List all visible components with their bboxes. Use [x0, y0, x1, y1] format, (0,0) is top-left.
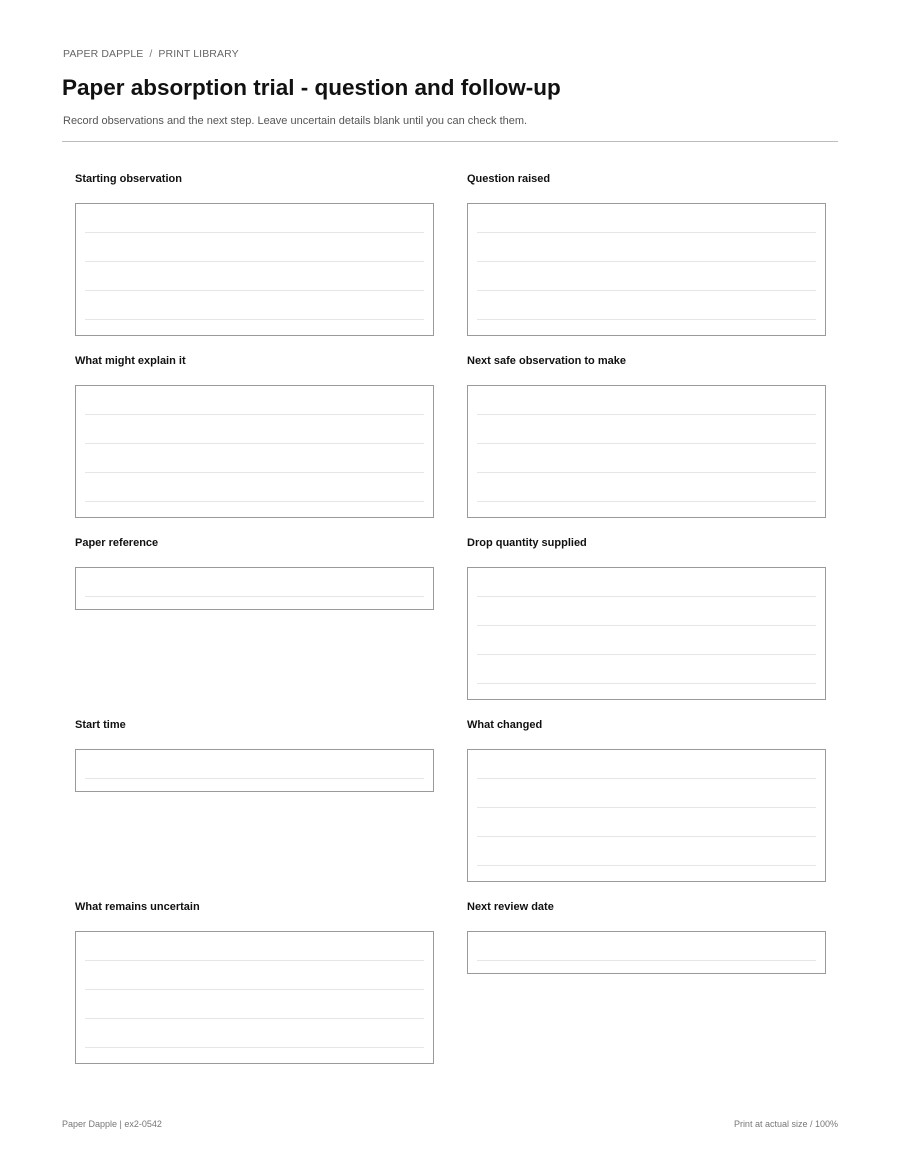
drop-quantity-input[interactable]	[467, 567, 826, 700]
header-divider	[62, 141, 838, 142]
breadcrumb	[63, 48, 239, 60]
writing-line	[477, 261, 816, 262]
writing-line	[477, 836, 816, 837]
writing-line	[85, 960, 424, 961]
field-label: Drop quantity supplied	[467, 537, 587, 549]
footer-document-id: Paper Dapple | ex2-0542	[62, 1119, 162, 1129]
field-label: Next review date	[467, 901, 554, 913]
field-label: Start time	[75, 719, 126, 731]
field-label: What remains uncertain	[75, 901, 200, 913]
breadcrumb-site[interactable]: PAPER DAPPLE	[63, 48, 144, 60]
writing-line	[477, 778, 816, 779]
field-label: What might explain it	[75, 355, 186, 367]
writing-line	[85, 778, 424, 779]
writing-line	[85, 1047, 424, 1048]
writing-line	[85, 414, 424, 415]
start-time-input[interactable]	[75, 749, 434, 792]
writing-line	[85, 472, 424, 473]
writing-line	[477, 960, 816, 961]
question-raised-input[interactable]	[467, 203, 826, 336]
breadcrumb-separator: /	[149, 48, 153, 60]
footer-print-note: Print at actual size / 100%	[733, 1119, 838, 1129]
writing-line	[477, 654, 816, 655]
breadcrumb-section[interactable]: PRINT LIBRARY	[158, 48, 239, 60]
starting-observation-input[interactable]	[75, 203, 434, 336]
writing-line	[85, 290, 424, 291]
writing-line	[85, 989, 424, 990]
writing-line	[477, 625, 816, 626]
what-might-explain-input[interactable]	[75, 385, 434, 518]
writing-line	[477, 472, 816, 473]
writing-line	[477, 501, 816, 502]
writing-line	[85, 232, 424, 233]
writing-line	[477, 290, 816, 291]
what-remains-uncertain-input[interactable]	[75, 931, 434, 1064]
page-subtitle: Record observations and the next step. Leave uncertain details blank until you can check them.	[63, 115, 528, 127]
writing-line	[477, 443, 816, 444]
writing-line	[477, 865, 816, 866]
page-title: Paper absorption trial - question and follow-up	[62, 75, 561, 100]
next-safe-observation-input[interactable]	[467, 385, 826, 518]
writing-line	[85, 443, 424, 444]
writing-line	[85, 501, 424, 502]
writing-line	[477, 319, 816, 320]
writing-line	[477, 232, 816, 233]
paper-reference-input[interactable]	[75, 567, 434, 610]
field-label: Starting observation	[75, 173, 182, 185]
writing-line	[85, 319, 424, 320]
field-label: Next safe observation to make	[467, 355, 626, 367]
field-label: Paper reference	[75, 537, 159, 549]
what-changed-input[interactable]	[467, 749, 826, 882]
writing-line	[85, 596, 424, 597]
next-review-date-input[interactable]	[467, 931, 826, 974]
writing-line	[477, 807, 816, 808]
writing-line	[477, 414, 816, 415]
writing-line	[477, 596, 816, 597]
writing-line	[477, 683, 816, 684]
field-label: What changed	[467, 719, 543, 731]
field-label: Question raised	[467, 173, 551, 185]
writing-line	[85, 261, 424, 262]
writing-line	[85, 1018, 424, 1019]
